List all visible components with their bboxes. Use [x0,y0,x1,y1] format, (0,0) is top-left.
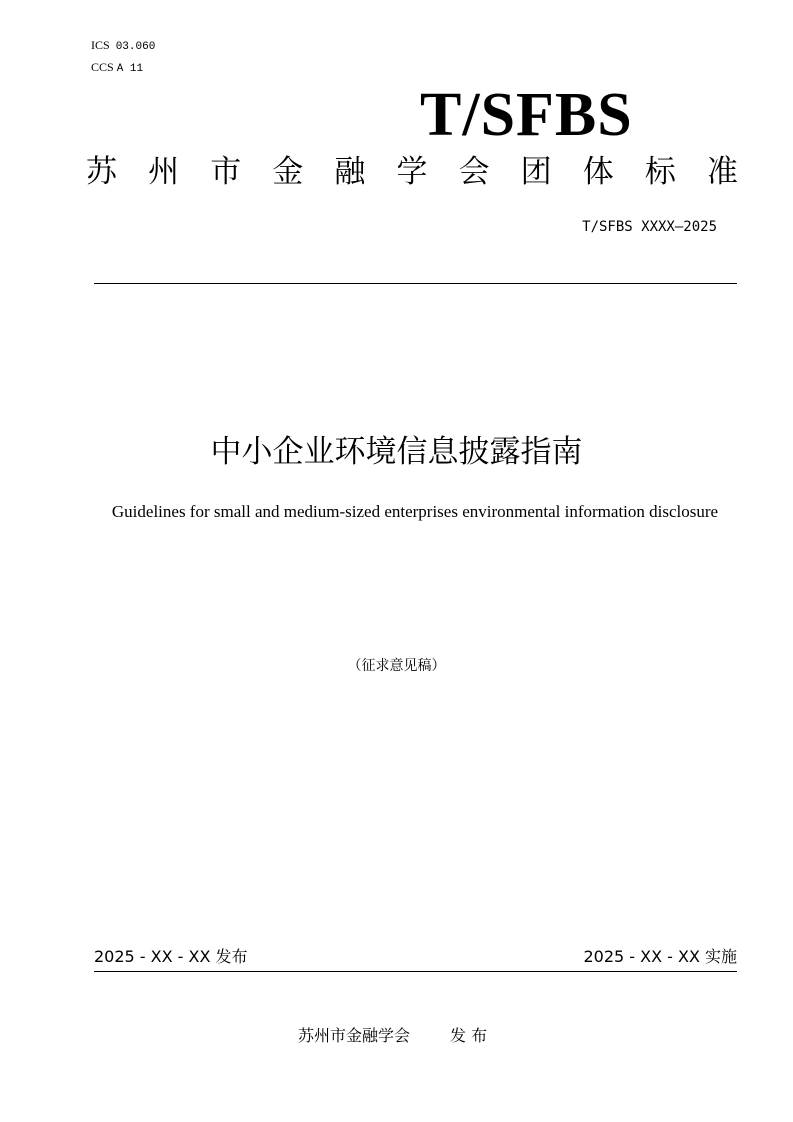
standard-type-char: 会 [458,154,490,190]
standard-type-char: 市 [210,154,242,190]
document-title-english: Guidelines for small and medium-sized enterprises environmental information disclosure [111,502,719,521]
ccs-label: CCS [91,60,114,74]
org-standard-code: T/SFBS [420,81,633,149]
standard-type-heading [86,150,738,194]
standard-type-char: 融 [334,154,366,190]
standard-type-char: 团 [520,154,552,190]
ccs-value: A 11 [116,63,144,75]
standard-type-char: 标 [644,154,676,190]
publisher-name: 苏州市金融学会 [298,1026,411,1045]
standard-number: T/SFBS XXXX—2025 [582,219,717,235]
standard-type-char: 州 [148,154,180,190]
publisher-line [298,1025,487,1047]
draft-status: （征求意见稿） [347,658,446,674]
publish-word: 发 布 [450,1026,488,1045]
standard-type-char: 准 [706,154,738,190]
standard-type-char: 金 [272,154,304,190]
standard-type-char: 体 [582,154,614,190]
issue-date: 2025 - XX - XX 发布 [94,947,248,966]
document-title-chinese: 中小企业环境信息披露指南 [210,434,583,470]
ics-code [91,38,155,54]
standard-type-char: 学 [396,154,428,190]
ccs-code [91,60,143,76]
header-divider [94,283,737,284]
footer-divider [94,971,737,972]
implementation-date: 2025 - XX - XX 实施 [583,947,737,966]
standard-type-char: 苏 [86,154,117,190]
ics-label: ICS [91,38,110,52]
ics-value: 03.060 [115,41,156,53]
